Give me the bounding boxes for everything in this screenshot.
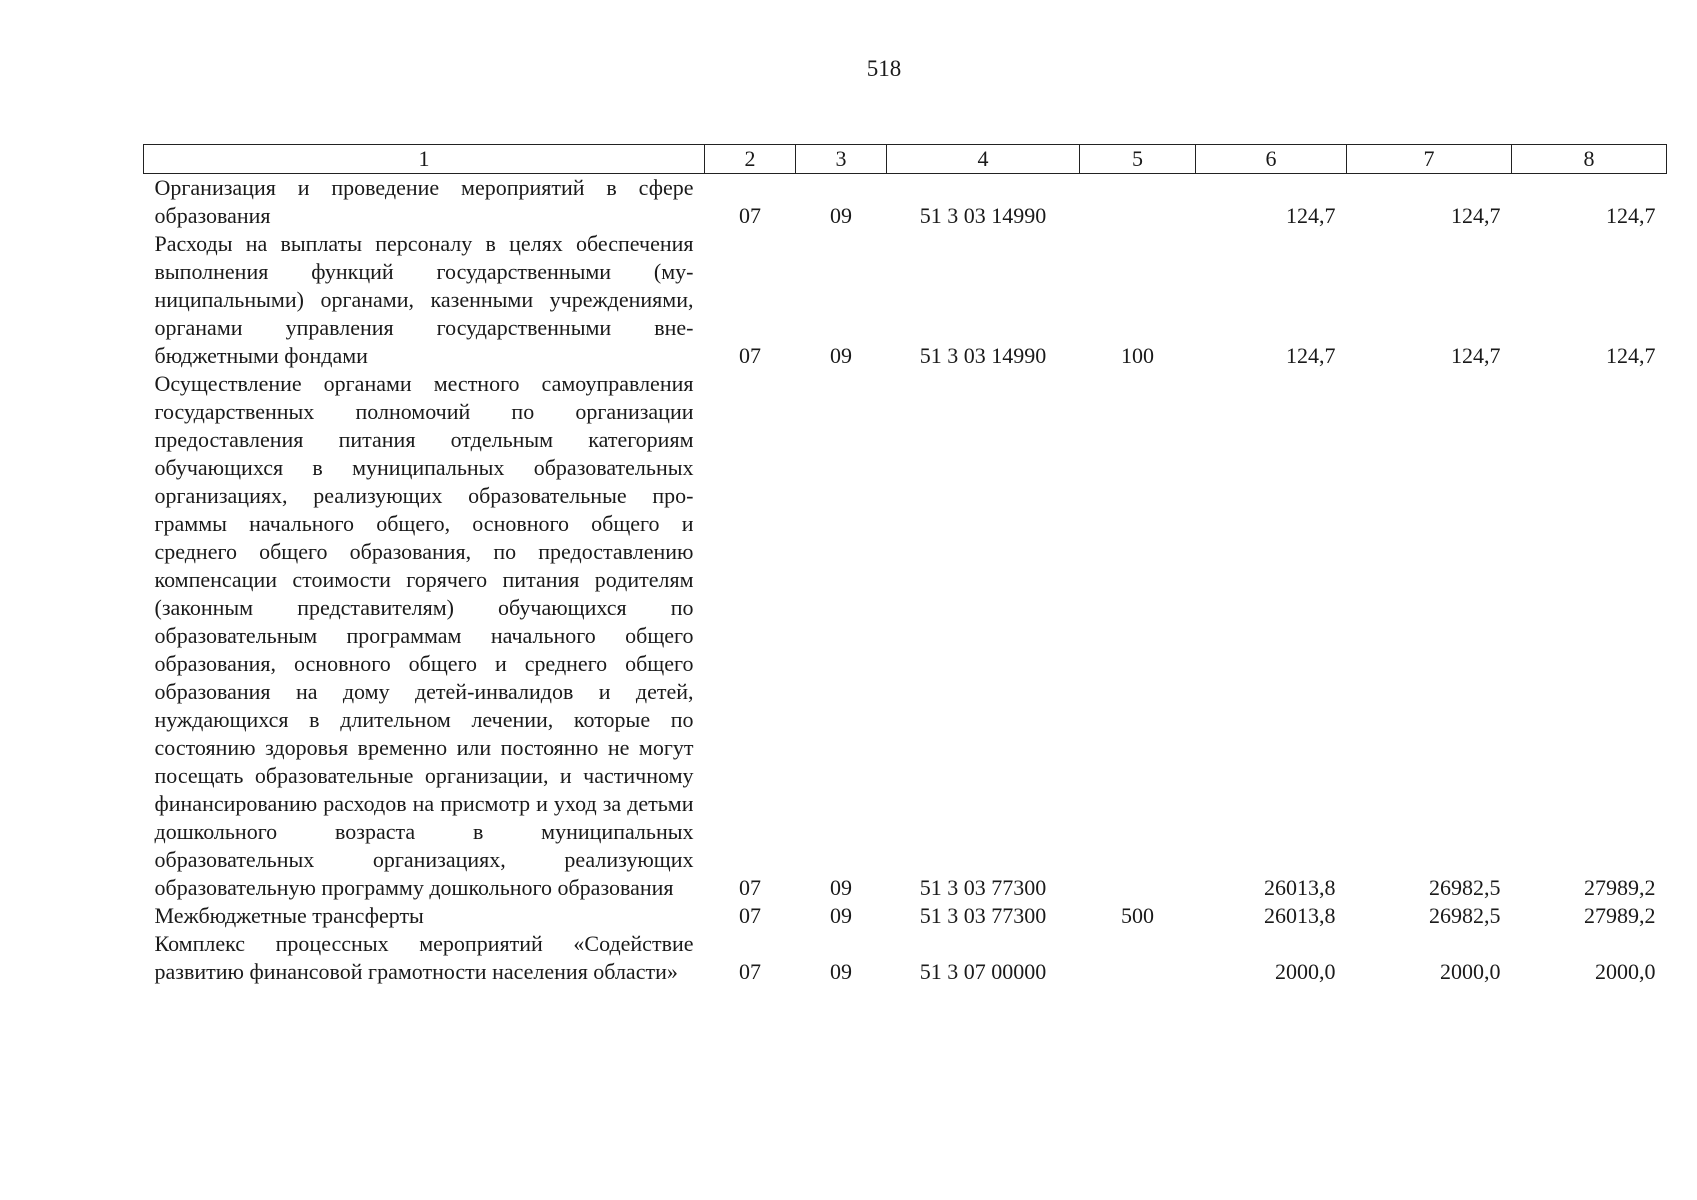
section-code: 07	[739, 875, 761, 900]
target-article-code: 51 3 07 00000	[919, 959, 1047, 984]
section-code: 07	[739, 903, 761, 928]
expense-type-code	[1080, 930, 1196, 986]
amount-col7: 124,7	[1451, 203, 1501, 228]
amount-col8: 27989,2	[1584, 903, 1656, 928]
table-row	[144, 902, 1667, 930]
expense-type-code	[1080, 370, 1196, 902]
row-name: Организация и проведение мероприятий в сфере образования	[154, 175, 694, 228]
expense-type-code	[1080, 174, 1196, 231]
subsection-code: 09	[830, 903, 852, 928]
column-header-4: 4	[887, 145, 1080, 174]
target-article-code: 51 3 03 77300	[919, 903, 1047, 928]
subsection-code: 09	[830, 343, 852, 368]
table-row	[144, 174, 1667, 231]
amount-col7: 26982,5	[1429, 875, 1501, 900]
table-row	[144, 230, 1667, 370]
column-header-2: 2	[705, 145, 796, 174]
column-header-5: 5	[1080, 145, 1196, 174]
section-code: 07	[739, 343, 761, 368]
table-row	[144, 370, 1667, 902]
subsection-code: 09	[830, 875, 852, 900]
amount-col7: 26982,5	[1429, 903, 1501, 928]
amount-col6: 26013,8	[1264, 903, 1336, 928]
header-row	[144, 145, 1667, 174]
row-name: Комплекс процессных мероприятий «Содействие развитию финансовой грамотности населения области»	[154, 931, 694, 984]
amount-col8: 124,7	[1606, 343, 1656, 368]
amount-col6: 124,7	[1286, 203, 1336, 228]
budget-table	[143, 144, 1667, 986]
column-header-6: 6	[1196, 145, 1347, 174]
page-number: 518	[866, 56, 902, 81]
amount-col8: 2000,0	[1595, 959, 1656, 984]
row-name: Межбюджетные трансферты	[154, 903, 424, 928]
column-header-7: 7	[1347, 145, 1512, 174]
amount-col6: 26013,8	[1264, 875, 1336, 900]
target-article-code: 51 3 03 14990	[919, 203, 1047, 228]
target-article-code: 51 3 03 77300	[919, 875, 1047, 900]
column-header-3: 3	[796, 145, 887, 174]
amount-col7: 124,7	[1451, 343, 1501, 368]
section-code: 07	[739, 203, 761, 228]
section-code: 07	[739, 959, 761, 984]
amount-col6: 124,7	[1286, 343, 1336, 368]
amount-col6: 2000,0	[1275, 959, 1336, 984]
column-header-8: 8	[1512, 145, 1667, 174]
row-name: Расходы на выплаты персоналу в целях обеспечения выполнения функций государственными (муниципальными) органами, казенными учреждениями, органами управления государственными внебюджетными фондами	[154, 231, 694, 368]
table-body	[144, 174, 1667, 987]
subsection-code: 09	[830, 959, 852, 984]
row-name: Осуществление органами местного самоуправления государственных полномочий по организации предоставления питания отдельным категориям обучающихся в муниципальных образовательных организациях, реализующих образовательные программы начального общего, основного общего и среднего общего образования, по предоставлению компенсации стоимости горячего питания родителям (законным представителям) обучающихся по образовательным программам начального общего образования, основного общего и среднего общего образования на дому детей-инвалидов и детей, нуждающихся в длительном лечении, которые по состоянию здоровья временно или постоянно не могут посещать образовательные организации, и частичному финансированию расходов на присмотр и уход за детьми дошкольного возраста в муниципальных образовательных организациях, реализующих образовательную программу дошкольного образования	[154, 371, 694, 900]
column-header-1: 1	[144, 145, 705, 174]
amount-col8: 27989,2	[1584, 875, 1656, 900]
table-header	[144, 145, 1667, 174]
expense-type-code: 100	[1121, 343, 1154, 368]
amount-col7: 2000,0	[1440, 959, 1501, 984]
amount-col8: 124,7	[1606, 203, 1656, 228]
table-row	[144, 930, 1667, 986]
expense-type-code: 500	[1121, 903, 1154, 928]
target-article-code: 51 3 03 14990	[919, 343, 1047, 368]
subsection-code: 09	[830, 203, 852, 228]
